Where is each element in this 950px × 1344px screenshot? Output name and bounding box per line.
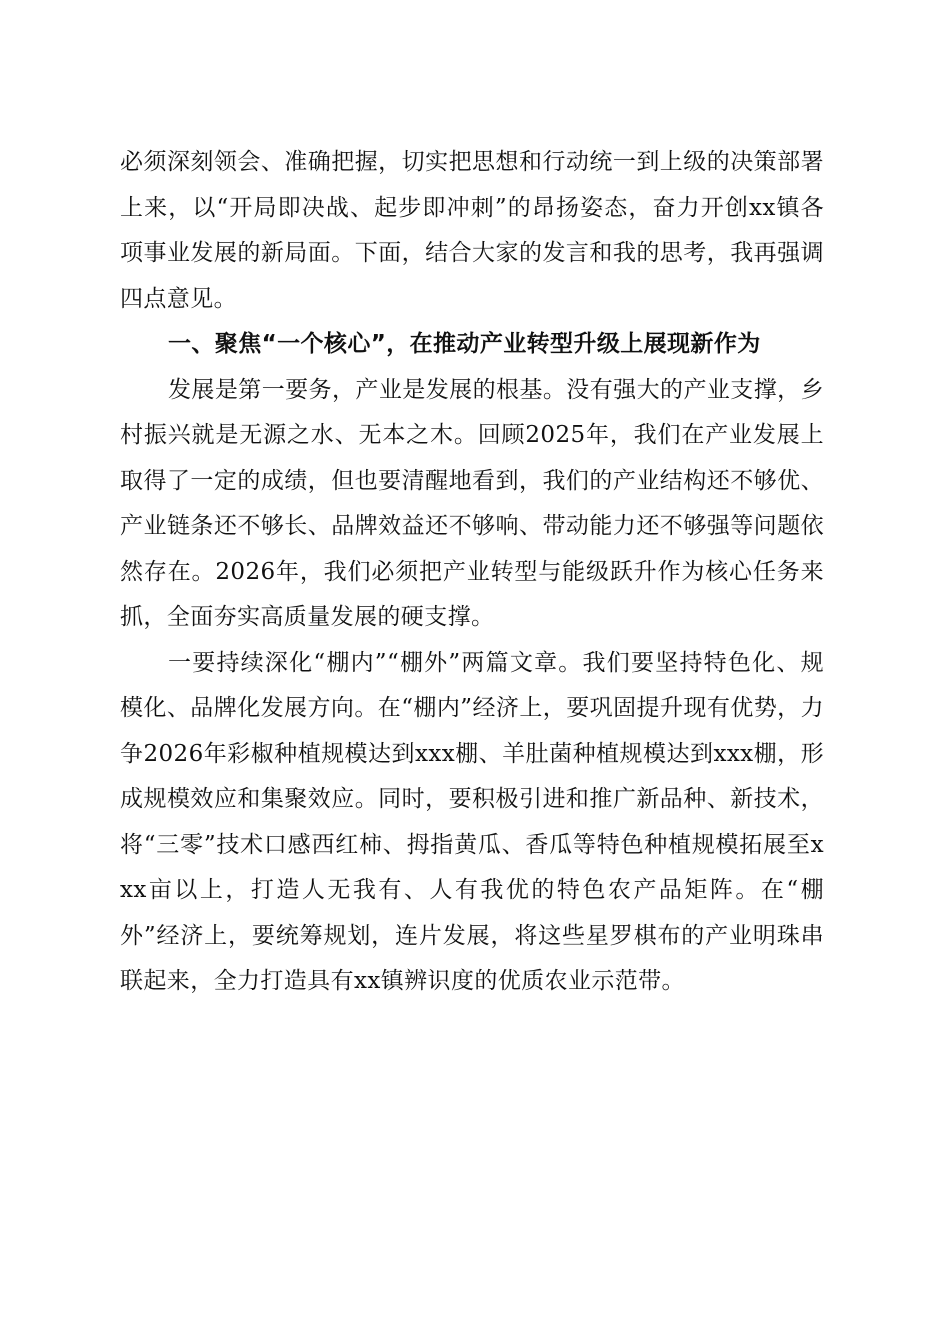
section-heading-1: 一、聚焦“一个核心”，在推动产业转型升级上展现新作为 xyxy=(168,331,761,357)
document-body xyxy=(120,140,824,1005)
paragraph-greenhouse-economy: 一要持续深化“棚内”“棚外”两篇文章。我们要坚持特色化、规模化、品牌化发展方向。在“棚内”经济上，要巩固提升现有优势，力争2026年彩椒种植规模达到xxx棚、羊肚菌种植规模达到xxx棚，形成规模效应和集聚效应。同时，要积极引进和推广新品种、新技术，将“三零”技术口感西红柿、拇指黄瓜、香瓜等特色种植规模拓展至xxx亩以上，打造人无我有、人有我优的特色农产品矩阵。在“棚外”经济上，要统筹规划，连片发展，将这些星罗棋布的产业明珠串联起来，全力打造具有xx镇辨识度的优质农业示范带。 xyxy=(120,649,824,994)
paragraph-industry-foundation: 发展是第一要务，产业是发展的根基。没有强大的产业支撑，乡村振兴就是无源之水、无本之木。回顾2025年，我们在产业发展上取得了一定的成绩，但也要清醒地看到，我们的产业结构还不够优、产业链条还不够长、品牌效益还不够响、带动能力还不够强等问题依然存在。2026年，我们必须把产业转型与能级跃升作为核心任务来抓，全面夯实高质量发展的硬支撑。 xyxy=(120,376,824,630)
paragraph-continuation: 必须深刻领会、准确把握，切实把思想和行动统一到上级的决策部署上来，以“开局即决战、起步即冲刺”的昂扬姿态，奋力开创xx镇各项事业发展的新局面。下面，结合大家的发言和我的思考，我再强调四点意见。 xyxy=(120,149,824,312)
